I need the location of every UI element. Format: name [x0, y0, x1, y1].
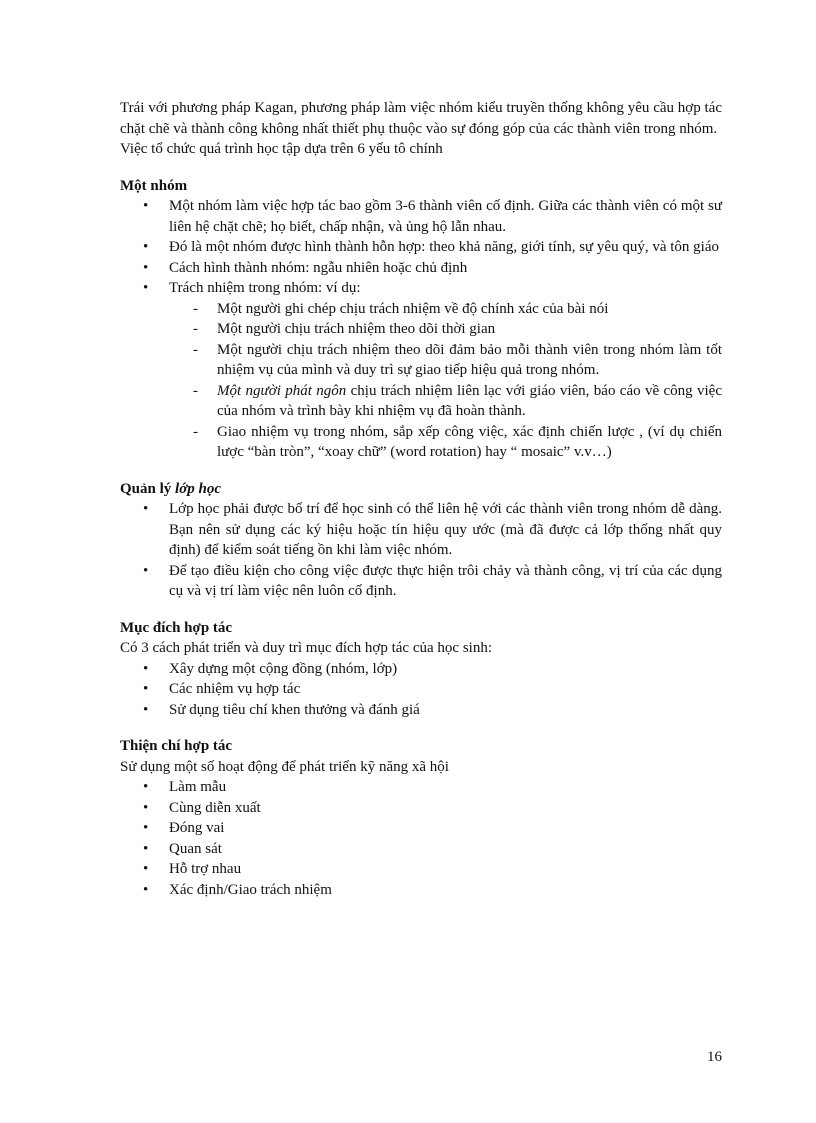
section-muc-dich-hop-tac	[120, 618, 722, 721]
list-item	[120, 278, 722, 463]
list-item: • Các nhiệm vụ hợp tác	[120, 679, 722, 700]
list-item: • Đóng vai	[120, 818, 722, 839]
list-item: • Xây dựng một cộng đồng (nhóm, lớp)	[120, 659, 722, 680]
sub-list-item: - Một người ghi chép chịu trách nhiệm về độ chính xác của bài nói	[169, 299, 722, 320]
sub-list-item	[169, 381, 722, 422]
italic-phrase: Một người phát ngôn	[217, 382, 347, 399]
list-item: • Xác định/Giao trách nhiệm	[120, 880, 722, 901]
section-intro: Sử dụng một số hoạt động để phát triển kỹ năng xã hội	[120, 758, 449, 775]
bullet-list	[120, 659, 722, 721]
intro-paragraph: Trái với phương pháp Kagan, phương pháp làm việc nhóm kiểu truyền thống không yêu cầu hợp tác chặt chẽ và thành công không nhất thiết phụ thuộc vào sự đóng góp của các thành viên trong nhóm.	[120, 100, 722, 137]
section-heading: Một nhóm	[120, 177, 188, 194]
intro-block	[120, 98, 722, 160]
section-mot-nhom	[120, 176, 722, 463]
list-item: • Một nhóm làm việc hợp tác bao gồm 3-6 thành viên cố định. Giữa các thành viên có một sư liên hệ chặt chẽ; họ biết, chấp nhận, và ủng hộ lẫn nhau.	[120, 196, 722, 237]
list-item: • Để tạo điều kiện cho công việc được thực hiện trôi chảy và thành công, vị trí của các dụng cụ và vị trí làm việc nên luôn cố định.	[120, 561, 722, 602]
list-item: • Lớp học phải được bố trí để học sinh có thể liên hệ với các thành viên trong nhóm dễ dàng. Bạn nên sử dụng các ký hiệu hoặc tín hiệu quy ước (mà đã được cả lớp thống nhất quy định) để kiểm soát tiếng ồn khi làm việc nhóm.	[120, 499, 722, 561]
page-number: 16	[707, 1049, 722, 1065]
heading-plain: Quản lý	[120, 480, 176, 497]
intro-line: Việc tổ chức quá trình học tập dựa trên 6 yếu tô chính	[120, 141, 443, 157]
list-item: • Đó là một nhóm được hình thành hỗn hợp: theo khả năng, giới tính, sự yêu quý, và tôn giáo	[120, 237, 722, 258]
bullet-list	[120, 499, 722, 602]
sub-list-item: - Giao nhiệm vụ trong nhóm, sắp xếp công việc, xác định chiến lược , (ví dụ chiến lược “bàn tròn”, “xoay chữ” (word rotation) hay “ mosaic” v.v…)	[169, 422, 722, 463]
list-item: • Cách hình thành nhóm: ngẫu nhiên hoặc chủ định	[120, 258, 722, 279]
document-page	[120, 98, 722, 900]
list-item: • Quan sát	[120, 839, 722, 860]
sub-list-item-text: chịu trách nhiệm liên lạc với giáo viên, báo cáo về công việc của nhóm và trình bày khi nhiệm vụ đã hoàn thành.	[217, 382, 722, 419]
list-item: • Làm mẫu	[120, 777, 722, 798]
list-item: • Sử dụng tiêu chí khen thưởng và đánh giá	[120, 700, 722, 721]
heading-italic: lớp học	[175, 480, 221, 497]
bullet-list	[120, 777, 722, 900]
section-thien-chi-hop-tac	[120, 736, 722, 900]
bullet-list	[120, 196, 722, 463]
section-heading: Thiện chí hợp tác	[120, 738, 233, 754]
section-quan-ly-lop-hoc	[120, 479, 722, 602]
section-heading	[120, 479, 722, 500]
dash-list	[169, 299, 722, 463]
list-item-text: Trách nhiệm trong nhóm: ví dụ:	[169, 280, 361, 296]
sub-list-item: - Một người chịu trách nhiệm theo dõi đảm bảo mỗi thành viên trong nhóm làm tốt nhiệm vụ của mình và duy trì sự giao tiếp hiệu quả trong nhóm.	[169, 340, 722, 381]
section-intro: Có 3 cách phát triển và duy trì mục đích hợp tác của học sinh:	[120, 640, 492, 656]
section-heading: Mục đích hợp tác	[120, 619, 233, 636]
list-item: • Hỗ trợ nhau	[120, 859, 722, 880]
list-item: • Cùng diễn xuất	[120, 798, 722, 819]
sub-list-item: - Một người chịu trách nhiệm theo dõi thời gian	[169, 319, 722, 340]
